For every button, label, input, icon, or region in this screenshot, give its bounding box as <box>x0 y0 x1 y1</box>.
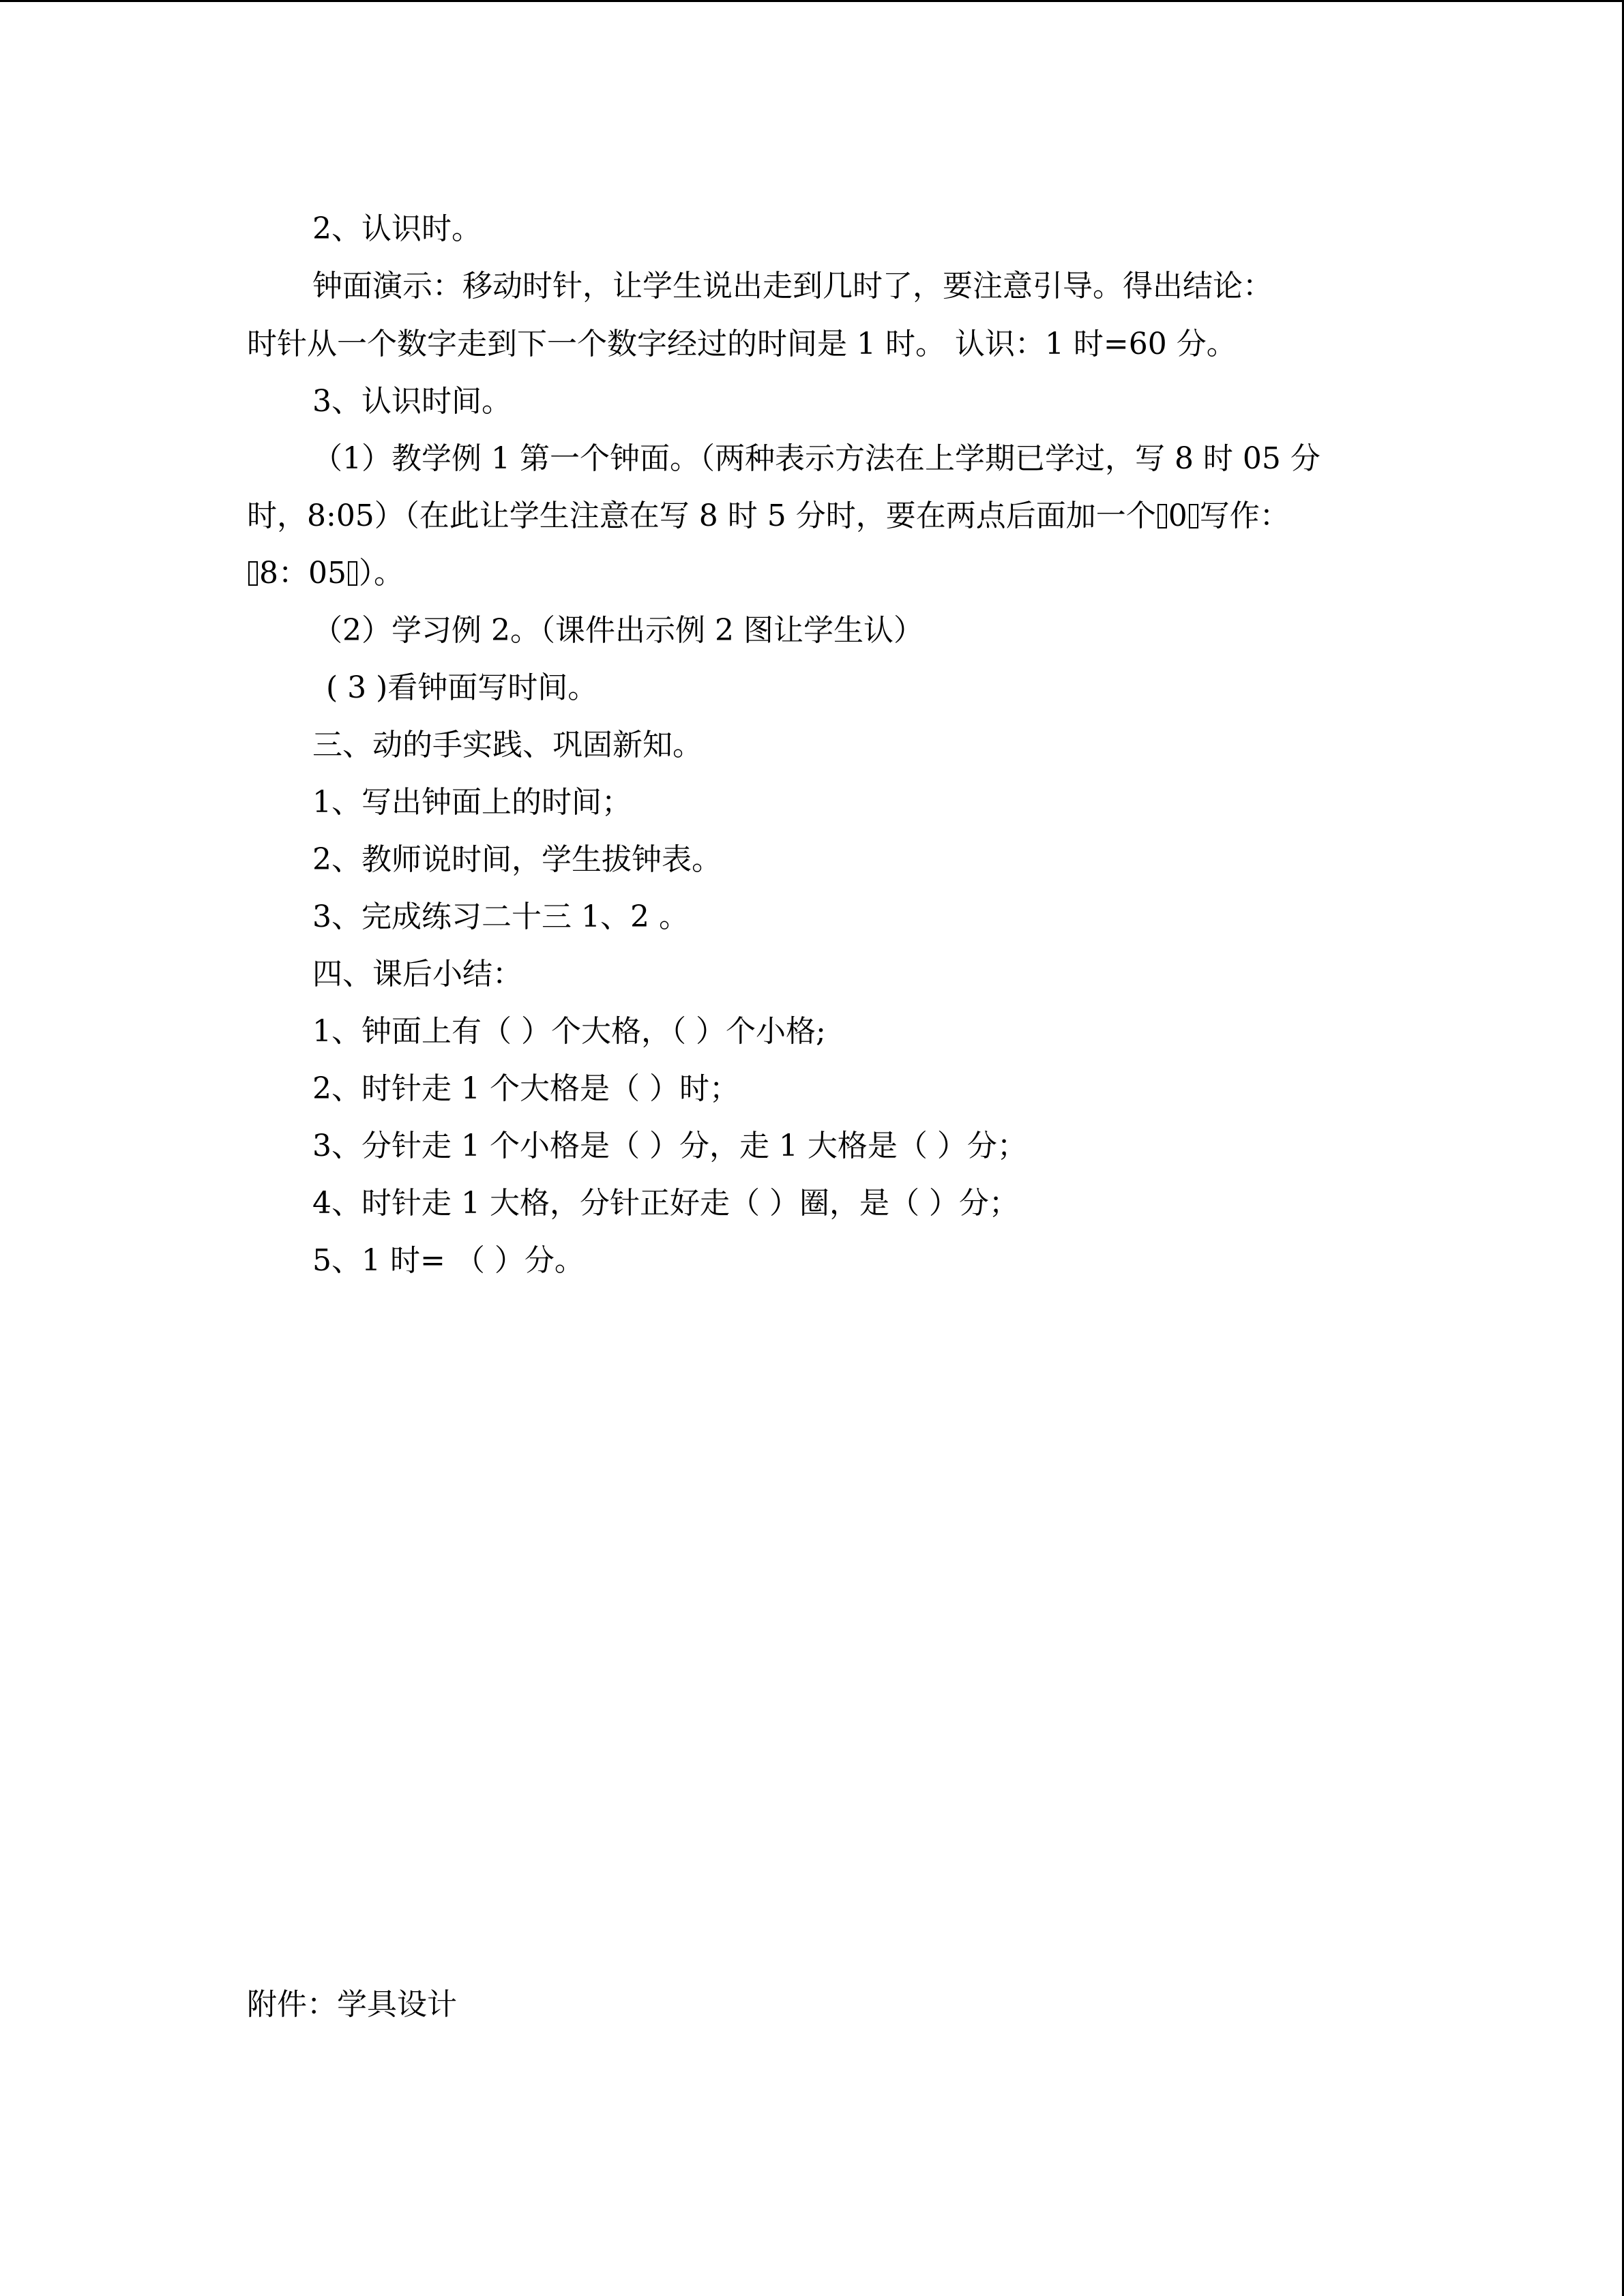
missing-glyph-box <box>1189 504 1198 528</box>
example-2-paragraph: （2）学习例 2。（课件出示例 2 图让学生认） <box>312 613 924 648</box>
example-1-note-line <box>247 497 1290 535</box>
summary-item-4: 4、时针走 1 大格，分针正好走（ ）圈，是（ ）分； <box>312 1186 1019 1221</box>
clock-demo-paragraph: 钟面演示：移动时针，让学生说出走到几时了，要注意引导。得出结论： <box>312 269 1273 303</box>
section-3-heading: 三、动的手实践、巩固新知。 <box>312 728 703 762</box>
missing-glyph-box <box>348 561 357 586</box>
summary-item-2: 2、时针走 1 个大格是（ ）时； <box>312 1071 739 1106</box>
missing-glyph-box <box>248 561 258 586</box>
example-1-format-line <box>247 554 404 593</box>
section-4-heading: 四、课后小结： <box>312 957 522 992</box>
example-1-format-end: ）。 <box>358 556 404 591</box>
practice-item-2: 2、教师说时间，学生拔钟表。 <box>312 842 722 877</box>
heading-recognize-hour: 2、认识时。 <box>312 211 482 246</box>
example-1-note-zero: 0 <box>1168 498 1187 533</box>
summary-item-3: 3、分针走 1 个小格是（ ）分，走 1 大格是（ ）分； <box>312 1129 1027 1163</box>
clock-demo-conclusion: 时针从一个数字走到下一个数字经过的时间是 1 时。 认识：1 时=60 分。 <box>247 327 1237 361</box>
summary-item-5: 5、1 时= （ ）分。 <box>312 1243 585 1278</box>
example-1-paragraph: （1）教学例 1 第一个钟面。（两种表示方法在上学期已学过，写 8 时 05 分 <box>312 441 1320 476</box>
missing-glyph-box <box>1157 504 1167 528</box>
example-1-note-text: 时，8:05）（在此让学生注意在写 8 时 5 分时，要在两点后面加一个 <box>247 498 1156 533</box>
practice-item-1: 1、写出钟面上的时间； <box>312 785 632 820</box>
practice-item-3: 3、完成练习二十三 1、2 。 <box>312 899 689 934</box>
read-clock-paragraph: ( 3 )看钟面写时间。 <box>326 670 598 705</box>
example-1-format-time: 8：05 <box>259 556 346 591</box>
heading-recognize-time: 3、认识时间。 <box>312 384 512 419</box>
page-top-border <box>0 0 1624 2</box>
appendix-label: 附件：学具设计 <box>247 1987 457 2022</box>
summary-item-1: 1、钟面上有（ ）个大格，（ ）个小格; <box>312 1014 826 1049</box>
example-1-note-write: 写作： <box>1199 498 1290 533</box>
